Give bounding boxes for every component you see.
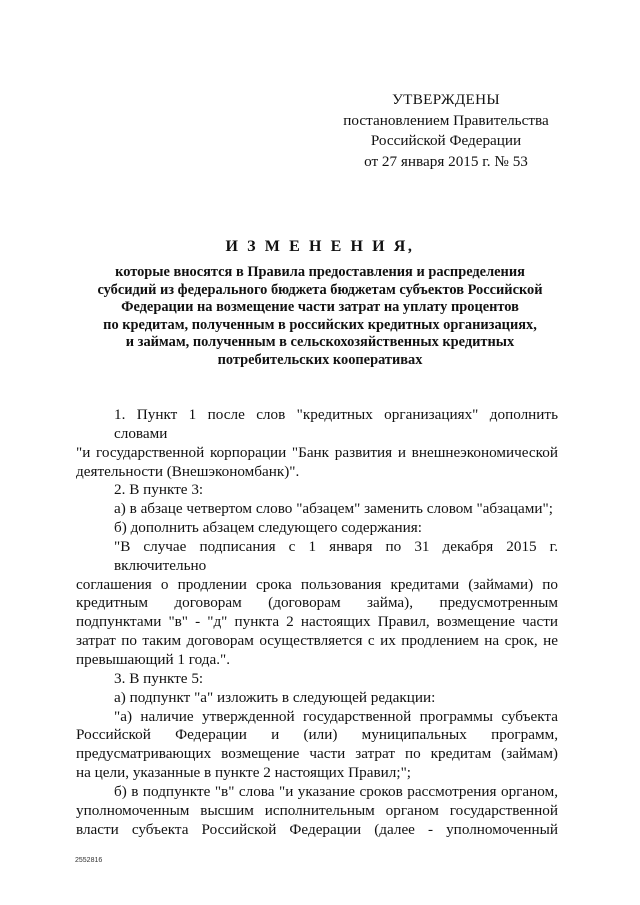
body-line: превышающий 1 года.". (76, 650, 231, 668)
body-line: 2. В пункте 3: (114, 481, 204, 499)
document-body (76, 406, 558, 839)
body-line: власти субъекта Российской Федерации (далее - уполномоченный (76, 820, 558, 838)
body-line: уполномоченным высшим исполнительным органом государственной (76, 801, 558, 819)
subtitle-line: и займам, полученным в сельскохозяйственных кредитных (125, 334, 515, 351)
body-line: б) в подпункте "в" слова "и указание сроков рассмотрения органом, (114, 782, 558, 800)
body-line: "В случае подписания с 1 января по 31 декабря 2015 г. включительно (114, 537, 558, 574)
body-line: затрат по таким договорам осуществляется с их продлением на срок, не (76, 632, 558, 650)
body-line: б) дополнить абзацем следующего содержания: (114, 519, 422, 537)
body-line: на цели, указанные в пункте 2 настоящих Правил;"; (76, 764, 411, 782)
document-title: И З М Е Н Е Н И Я, (225, 238, 415, 255)
document-subtitle (75, 264, 565, 370)
subtitle-line: потребительских кооперативах (217, 351, 423, 368)
approval-line: постановлением Правительства (343, 111, 549, 129)
approval-heading: УТВЕРЖДЕНЫ (392, 91, 500, 108)
body-line: а) в абзаце четвертом слово "абзацем" заменить словом "абзацами"; (114, 500, 553, 518)
body-line: "а) наличие утвержденной государственной программы субъекта (114, 707, 558, 725)
approval-line: от 27 января 2015 г. № 53 (364, 152, 528, 170)
body-line: "и государственной корпорации "Банк развития и внешнеэкономической (76, 443, 558, 461)
body-line: кредитным договорам (договорам займа), предусмотренным (76, 594, 558, 612)
subtitle-line: которые вносятся в Правила предоставления и распределения (115, 264, 525, 280)
body-line: деятельности (Внешэкономбанк)". (76, 462, 300, 480)
body-line: соглашения о продлении срока пользования кредитами (займами) по (76, 575, 558, 593)
body-line: предусматривающих возмещение части затрат по кредитам (займам) (76, 745, 558, 763)
subtitle-line: Федерации на возмещение части затрат на уплату процентов (121, 299, 519, 316)
body-line: 1. Пункт 1 после слов "кредитных организациях" дополнить словами (114, 406, 558, 442)
body-line: 3. В пункте 5: (114, 669, 204, 687)
body-line: а) подпункт "а" изложить в следующей редакции: (114, 688, 436, 706)
document-code: 2552816 (75, 857, 103, 864)
approval-stamp (330, 90, 562, 172)
subtitle-line: субсидий из федерального бюджета бюджетам субъектов Российской (97, 281, 543, 298)
approval-line: Российской Федерации (370, 132, 522, 149)
subtitle-line: по кредитам, полученным в российских кредитных организациях, (103, 316, 537, 333)
body-line: подпунктами "в" - "д" пункта 2 настоящих Правил, возмещение части (76, 613, 558, 631)
body-line: Российской Федерации и (или) муниципальных программ, (76, 726, 558, 744)
